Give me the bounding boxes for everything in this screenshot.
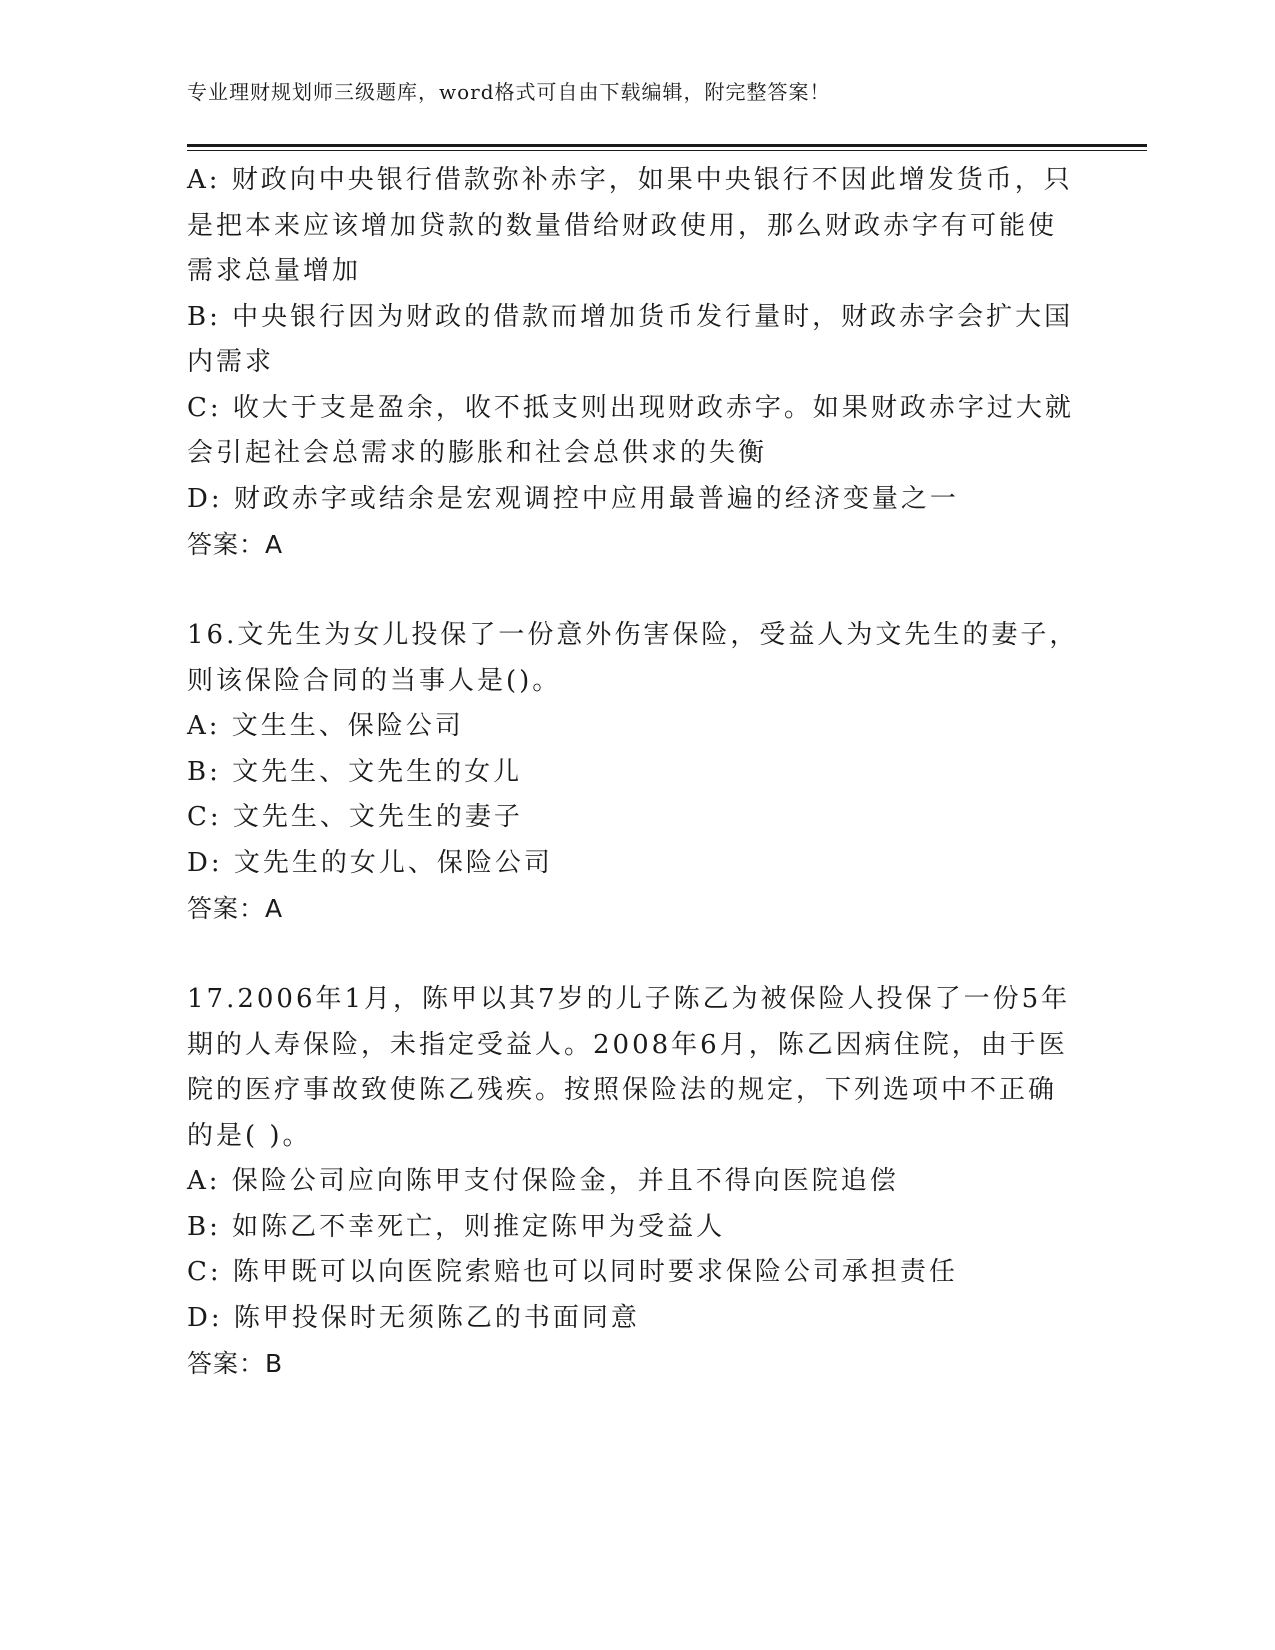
header-rule [187, 144, 1147, 151]
question-16-option-a: A: 文生生、保险公司 [187, 711, 464, 741]
question-17-stem-line-1: 17.2006年1月，陈甲以其7岁的儿子陈乙为被保险人投保了一份5年 [187, 984, 1071, 1014]
question-17-option-c: C: 陈甲既可以向医院索赔也可以同时要求保险公司承担责任 [187, 1257, 958, 1287]
question-17-option-b: B: 如陈乙不幸死亡，则推定陈甲为受益人 [187, 1211, 726, 1242]
spacer [187, 932, 1087, 978]
question-17-stem-line-4: 的是( )。 [187, 1120, 312, 1151]
page-header: 专业理财规划师三级题库，word格式可自由下载编辑，附完整答案！ [187, 80, 831, 104]
option-a-line-3: 需求总量增加 [187, 256, 362, 286]
option-a-line-1: A: 财政向中央银行借款弥补赤字，如果中央银行不因此增发货币，只 [187, 165, 1073, 195]
option-d-line-1: D: 财政赤字或结余是宏观调控中应用最普遍的经济变量之一 [187, 483, 959, 514]
question-16 [187, 613, 1087, 932]
option-b-line-2: 内需求 [187, 347, 275, 377]
document-body [187, 158, 1087, 1387]
question-16-stem-line-1: 16.文先生为女儿投保了一份意外伤害保险，受益人为文先生的妻子， [187, 620, 1079, 650]
question-16-option-d: D: 文先生的女儿、保险公司 [187, 847, 553, 878]
question-16-stem-line-2: 则该保险合同的当事人是()。 [187, 665, 562, 696]
answer-15: 答案：A [187, 530, 284, 559]
question-17-stem-line-2: 期的人寿保险，未指定受益人。2008年6月，陈乙因病住院，由于医 [187, 1029, 1068, 1060]
question-16-option-c: C: 文先生、文先生的妻子 [187, 802, 523, 832]
spacer [187, 568, 1087, 614]
option-a-line-2: 是把本来应该增加贷款的数量借给财政使用，那么财政赤字有可能使 [187, 210, 1058, 241]
question-17-option-a: A: 保险公司应向陈甲支付保险金，并且不得向医院追偿 [187, 1166, 899, 1196]
option-b-line-1: B: 中央银行因为财政的借款而增加货币发行量时，财政赤字会扩大国 [187, 301, 1074, 332]
answer-17: 答案：B [187, 1349, 284, 1378]
question-16-option-b: B: 文先生、文先生的女儿 [187, 756, 523, 787]
question-17 [187, 977, 1087, 1387]
question-15-options [187, 158, 1087, 568]
option-c-line-2: 会引起社会总需求的膨胀和社会总供求的失衡 [187, 438, 768, 468]
question-17-stem-line-3: 院的医疗事故致使陈乙残疾。按照保险法的规定，下列选项中不正确 [187, 1075, 1058, 1105]
question-17-option-d: D: 陈甲投保时无须陈乙的书面同意 [187, 1302, 640, 1333]
option-c-line-1: C: 收大于支是盈余，收不抵支则出现财政赤字。如果财政赤字过大就 [187, 392, 1074, 423]
answer-16: 答案：A [187, 894, 284, 923]
